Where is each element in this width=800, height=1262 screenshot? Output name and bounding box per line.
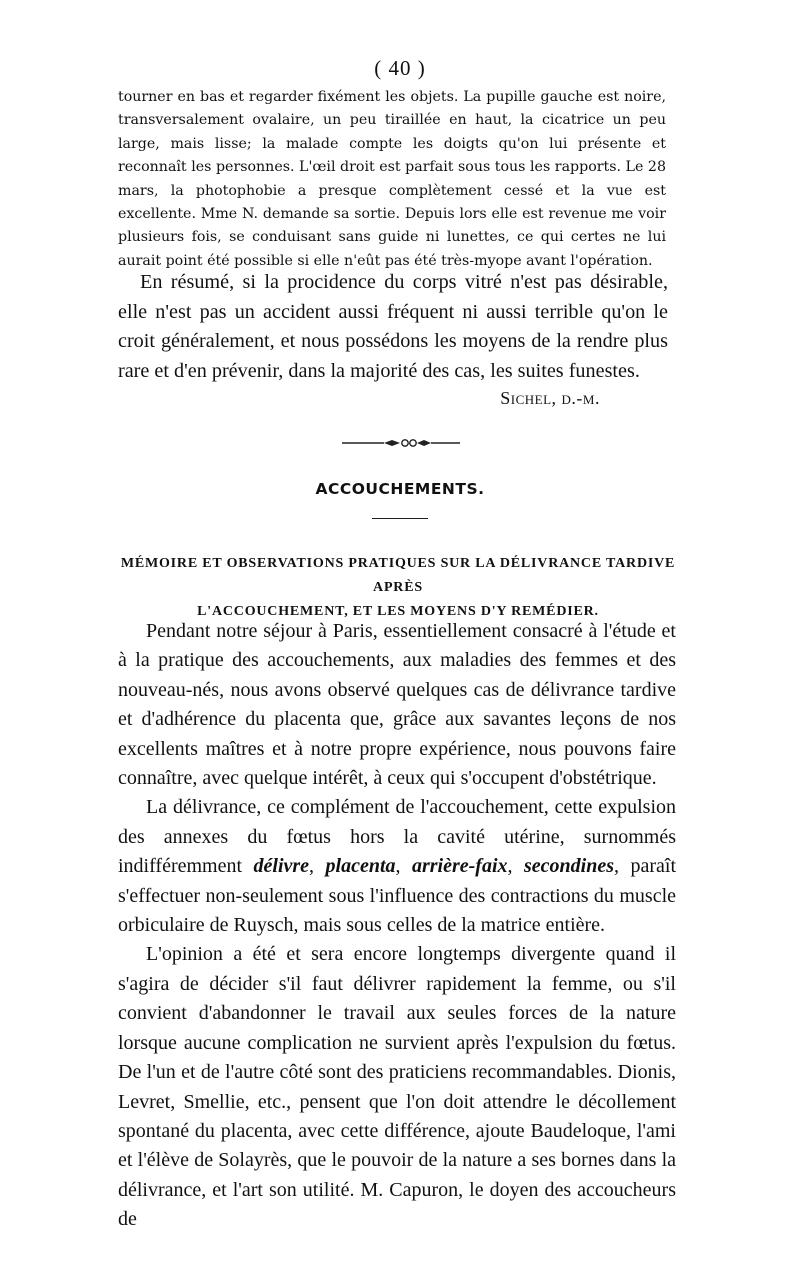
subtitle-line-1: MÉMOIRE ET OBSERVATIONS PRATIQUES SUR LA DÉLIVRANCE TARDIVE APRÈS	[120, 556, 676, 595]
term-arriere-faix: arrière-faix	[411, 855, 508, 878]
author-signature: Sichel, d.-m.	[500, 388, 600, 408]
ornament-divider-icon	[342, 438, 460, 448]
page-number: ( 40 )	[374, 56, 426, 80]
memoir-subtitle	[118, 552, 678, 624]
separator: ,	[309, 855, 326, 878]
intro-paragraph-block	[118, 86, 666, 273]
para2-start: La délivrance, ce complément de l'accouchement, cette expulsion des annexes du fœtus hors la cavité utérine, surnommés indifféremment	[118, 796, 676, 878]
body-text	[118, 617, 676, 1235]
para2-end: , paraît s'effectuer non-seulement sous l'influence des contractions du muscle orbiculaire de Ruysch, mais sous celles de la matrice entière.	[118, 855, 676, 937]
body-paragraph-2	[118, 793, 676, 940]
intro-paragraph: tourner en bas et regarder fixément les objets. La pupille gauche est noire, transversalement ovalaire, un peu tiraillée en haut, la cicatrice un peu large, mais lisse; la malade compte les doigts qu'on lui présente et reconnaît les personnes. L'œil droit est parfait sous tous les rapports. Le 28 mars, la photophobie a presque complètement cessé et la vue est excellente. Mme N. demande sa sortie. Depuis lors elle est revenue me voir plusieurs fois, se conduisant sans guide ni lunettes, ce qui certes ne lui aurait point été possible si elle n'eût pas été très-myope avant l'opération.	[118, 89, 666, 269]
resume-paragraph-block	[118, 268, 668, 386]
resume-paragraph: En résumé, si la procidence du corps vitré n'est pas désirable, elle n'est pas un accident aussi fréquent ni aussi terrible qu'on le croit généralement, et nous possédons les moyens de la rendre plus rare et d'en prévenir, dans la majorité des cas, les suites funestes.	[118, 271, 668, 382]
body-paragraph-1: Pendant notre séjour à Paris, essentiellement consacré à l'étude et à la pratique des accouchements, aux maladies des femmes et des nouveau-nés, nous avons observé quelques cas de délivrance tardive et d'adhérence du placenta que, grâce aux savantes leçons de nos excellents maîtres et à notre propre expérience, nous pouvons faire connaître, avec quelque intérêt, à ceux qui s'occupent d'obstétrique.	[118, 620, 676, 790]
subtitle-line-2: L'ACCOUCHEMENT, ET LES MOYENS D'Y REMÉDIER.	[197, 604, 599, 619]
section-divider	[372, 518, 428, 519]
term-delivre: délivre	[253, 855, 310, 878]
term-placenta: placenta	[325, 855, 396, 878]
separator: ,	[395, 855, 412, 878]
separator: ,	[507, 855, 524, 878]
body-paragraph-3: L'opinion a été et sera encore longtemps divergente quand il s'agira de décider s'il faut délivrer rapidement la femme, ou s'il convient d'abandonner le travail aux seules forces de la nature lorsque aucune complication ne survient après l'expulsion du fœtus. De l'un et de l'autre côté sont des praticiens recommandables. Dionis, Levret, Smellie, etc., pensent que l'on doit attendre le décollement spontané du placenta, avec cette différence, ajoute Baudeloque, l'ami et l'élève de Solayrès, que le pouvoir de la nature a ses bornes dans la délivrance, et l'art son utilité. M. Capuron, le doyen des accoucheurs de	[118, 943, 676, 1231]
section-title: ACCOUCHEMENTS.	[315, 480, 485, 498]
term-secondines: secondines	[524, 855, 614, 878]
